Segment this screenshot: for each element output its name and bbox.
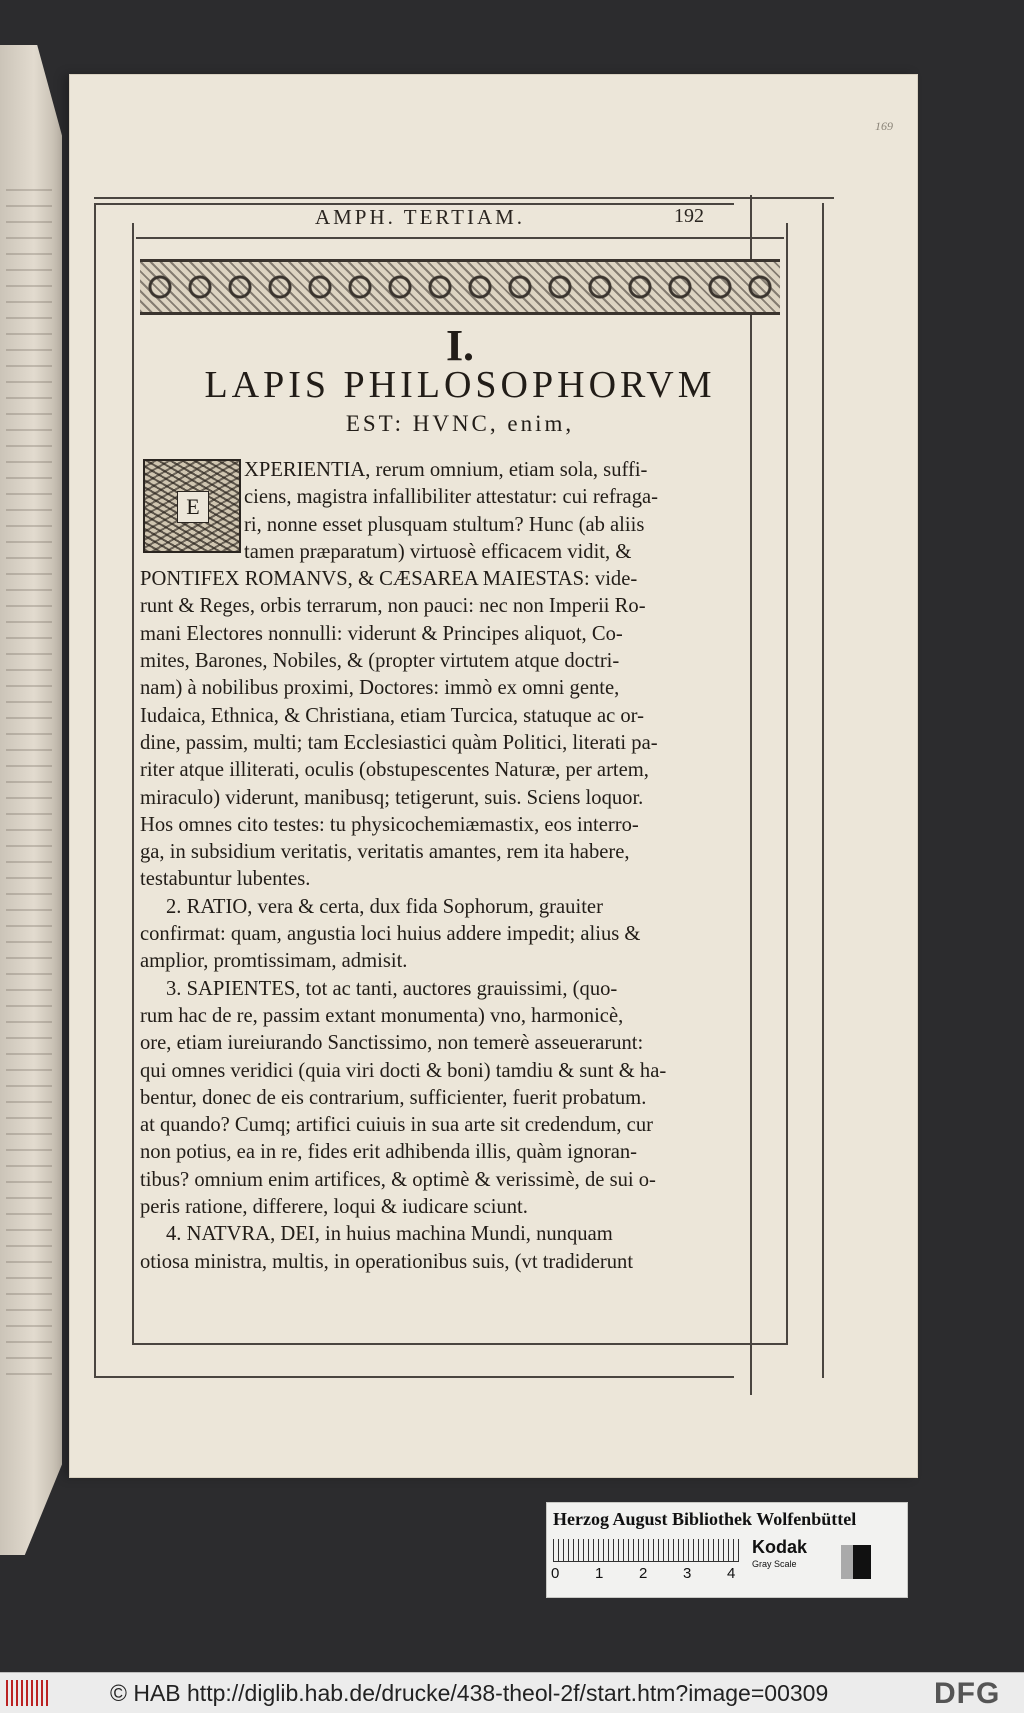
folio-note: 169 <box>875 119 893 133</box>
library-name: Herzog August Bibliothek Wolfenbüttel <box>553 1509 857 1529</box>
text-line: Hos omnes cito testes: tu physicochemiæmastix, eos interro- <box>140 813 639 836</box>
text-line: Iudaica, Ethnica, & Christiana, etiam Turcica, statuque ac or- <box>140 704 644 727</box>
chapter-number: I. <box>445 321 475 370</box>
running-head: AMPH. TERTIAM. <box>314 205 526 229</box>
margin-rule-right <box>822 203 824 1378</box>
text-line: ciens, magistra infallibiliter attestatur: cui refraga- <box>244 486 658 509</box>
footer-source-link[interactable]: © HAB http://diglib.hab.de/drucke/438-theol-2f/start.htm?image=00309 <box>110 1680 829 1706</box>
text-line: 2. RATIO, vera & certa, dux fida Sophorum, grauiter <box>166 895 603 918</box>
text-line: bentur, donec de eis contrarium, sufficienter, fuerit probatum. <box>140 1086 647 1109</box>
body-text <box>140 457 790 1276</box>
head-rule <box>136 237 784 239</box>
text-line: ga, in subsidium veritatis, veritatis amantes, rem ita habere, <box>140 841 630 864</box>
text-line: mani Electores nonnulli: viderunt & Principes aliquot, Co- <box>140 622 623 645</box>
text-line: ri, nonne esset plusquam stultum? Hunc (ab aliis <box>244 513 645 536</box>
text-line: tamen præparatum) virtuosè efficacem vidit, & <box>244 540 632 563</box>
text-line: peris ratione, differere, loqui & iudicare sciunt. <box>140 1196 528 1219</box>
ornamental-band <box>140 259 780 315</box>
library-color-label <box>546 1502 908 1598</box>
ruler-number: 2 <box>639 1565 648 1582</box>
ruler-number: 0 <box>551 1565 560 1582</box>
text-line: miraculo) viderunt, manibusq; tetigerunt, suis. Sciens loquor. <box>140 786 644 809</box>
text-line: otiosa ministra, multis, in operationibus suis, (vt tradiderunt <box>140 1250 634 1273</box>
adjacent-page-edge <box>0 45 62 1555</box>
book-page <box>70 75 917 1477</box>
text-line: confirmat: quam, angustia loci huius addere impedit; alius & <box>140 923 641 946</box>
text-line: dine, passim, multi; tam Ecclesiastici quàm Politici, literati pa- <box>140 731 658 754</box>
text-line: mites, Barones, Nobiles, & (propter virtutem atque doctri- <box>140 650 620 673</box>
chapter-subtitle: EST: HVNC, enim, <box>345 411 575 436</box>
text-line: tibus? omnium enim artifices, & optimè & verissimè, de sui o- <box>140 1168 656 1191</box>
ruler-number: 3 <box>683 1565 692 1582</box>
text-line: PONTIFEX ROMANVS, & CÆSAREA MAIESTAS: vide- <box>140 568 638 591</box>
gray-scale-caption: Gray Scale <box>752 1559 797 1569</box>
text-line: 4. NATVRA, DEI, in huius machina Mundi, nunquam <box>166 1223 613 1246</box>
text-line: amplior, promtissimam, admisit. <box>140 950 408 973</box>
chapter-title: LAPIS PHILOSOPHORVM <box>204 364 716 406</box>
footer-bar <box>0 1672 1024 1713</box>
scale-ruler <box>553 1539 739 1562</box>
text-line: nam) à nobilibus proximi, Doctores: immò ex omni gente, <box>140 677 620 700</box>
text-line: XPERIENTIA, rerum omnium, etiam sola, suffi- <box>244 459 648 481</box>
ruler-number: 1 <box>595 1565 604 1582</box>
adjacent-page-text <box>6 175 52 1375</box>
frame-top-rule <box>94 197 834 199</box>
kodak-brand: Kodak <box>752 1537 808 1557</box>
text-line: 3. SAPIENTES, tot ac tanti, auctores grauissimi, (quo- <box>166 977 618 1000</box>
initial-letter: E <box>177 491 209 523</box>
text-line: riter atque illiterati, oculis (obstupescentes Naturæ, per artem, <box>140 759 649 782</box>
text-line: ore, etiam iureiurando Sanctissimo, non temerè asseuerarunt: <box>140 1032 644 1055</box>
page-number: 192 <box>674 205 704 227</box>
text-line: at quando? Cumq; artifici cuiuis in sua arte sit credendum, cur <box>140 1114 653 1137</box>
barcode-icon <box>6 1680 48 1706</box>
text-line: qui omnes veridici (quia viri docti & boni) tamdiu & sunt & ha- <box>140 1059 667 1082</box>
text-line: runt & Reges, orbis terrarum, non pauci: nec non Imperii Ro- <box>140 595 646 618</box>
dfg-logo: DFG <box>934 1677 1001 1710</box>
text-line: testabuntur lubentes. <box>140 868 311 891</box>
text-line: rum hac de re, passim extant monumenta) vno, harmonicè, <box>140 1004 624 1027</box>
gray-scale-patch <box>841 1545 871 1579</box>
text-line: non potius, ea in re, fides erit adhibenda illis, quàm ignoran- <box>140 1141 637 1164</box>
ruler-number: 4 <box>727 1565 736 1582</box>
